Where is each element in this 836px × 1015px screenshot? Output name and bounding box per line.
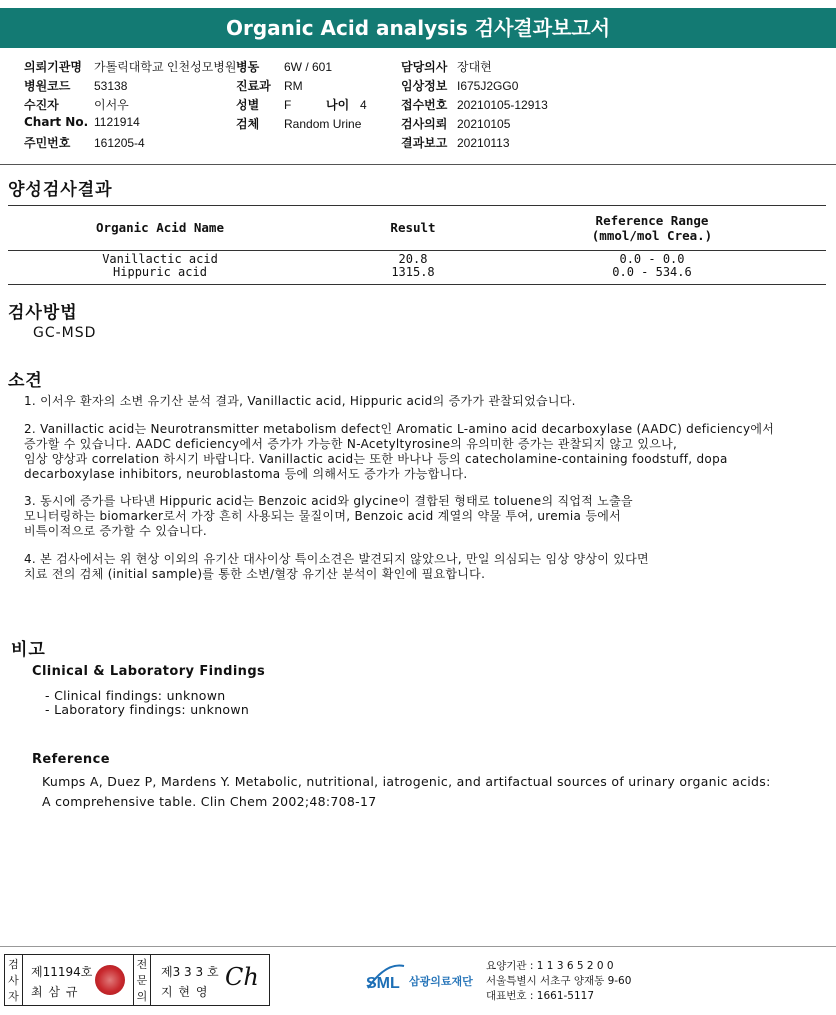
patient-value: 이서우	[94, 98, 129, 112]
department-field	[236, 77, 303, 94]
care-number: 요양기관 : 1 1 3 6 5 2 0 0	[486, 960, 614, 972]
table-top-rule	[8, 205, 826, 206]
ward-label: 병동	[236, 60, 260, 74]
row-range: 0.0 - 534.6	[612, 265, 692, 279]
row-name: Hippuric acid	[113, 265, 207, 279]
doctor-label: 담당의사	[401, 60, 448, 74]
finding-item: - Laboratory findings: unknown	[45, 702, 250, 717]
chart-field	[24, 115, 140, 129]
org-phone: 대표번호 : 1661-5117	[486, 990, 595, 1002]
patient-info	[0, 55, 836, 165]
method-value: GC-MSD	[33, 325, 97, 341]
org-name: 삼광의료재단	[409, 975, 473, 988]
opinion-item: 3. 동시에 증가를 나타낸 Hippuric acid는 Benzoic acid와 glycine이 결합된 형태로 toluene의 직업적 노출을 모니터링하는 biomarker로서 가장 흔히 사용되는 물질이며, Benzoic acid 계열의 약물 투여, uremia 등에서 비특이적으로 증가할 수 있습니다.	[24, 494, 633, 538]
approver-name: 지 현 영	[161, 985, 209, 999]
resident-field	[24, 134, 145, 151]
sex-value: F	[284, 98, 292, 112]
opinion-item: 2. Vanillactic acid는 Neurotransmitter metabolism defect인 Aromatic L-amino acid decarboxylase (AADC) deficiency에서 증가할 수 있습니다. AADC deficiency에서 증가가 가능한 N-Acetyltyrosine의 유의미한 증가는 관찰되지 않고 있으나, 임상 양상과 correlation 하시기 바랍니다. Vanillactic acid는 또한 바나나 등의 catecholamine-containing foodstuff, dopa decarboxylase inhibitors, neuroblastoma 등에 의해서도 증가가 가능합니다.	[24, 422, 775, 481]
doctor-value: 장대현	[457, 60, 492, 74]
row-range: 0.0 - 0.0	[619, 252, 685, 266]
resident-value: 161205-4	[94, 136, 145, 150]
patient-label: 수진자	[24, 98, 59, 112]
clinical-value: I675J2GG0	[457, 79, 519, 93]
opinion-item: 1. 이서우 환자의 소변 유기산 분석 결과, Vanillactic acid, Hippuric acid의 증가가 관찰되었습니다.	[24, 394, 576, 408]
specimen-label: 검체	[236, 117, 260, 131]
ward-field	[236, 58, 332, 75]
ward-value: 6W / 601	[284, 60, 333, 74]
approver-signature: Ch	[225, 963, 259, 991]
report-footer	[0, 946, 836, 1015]
clinical-field	[401, 77, 518, 94]
logo-text: SML	[366, 975, 400, 992]
result-report-value: 20210113	[457, 136, 510, 150]
doctor-field	[401, 58, 492, 75]
accession-value: 20210105-12913	[457, 98, 548, 112]
resident-label: 주민번호	[24, 136, 71, 150]
positive-results-title: 양성검사결과	[8, 180, 113, 200]
sex-label: 성별	[236, 98, 260, 112]
opinion-item: 4. 본 검사에서는 위 현상 이외의 유기산 대사이상 특이소견은 발견되지 않았으나, 만일 의심되는 임상 양상이 있다면 치료 전의 검체 (initial sample)를 통한 소변/혈장 유기산 분석이 확인에 필요합니다.	[24, 552, 649, 581]
hospital-code-value: 53138	[94, 79, 128, 93]
specimen-field	[236, 115, 361, 132]
institution-label: 의뢰기관명	[24, 60, 82, 74]
approver-tag: 전문의	[133, 955, 151, 1005]
approver-number: 제3 3 3 호	[161, 965, 219, 979]
result-report-field	[401, 134, 510, 151]
examiner-seal-icon	[95, 965, 125, 995]
reference-line-2: A comprehensive table. Clin Chem 2002;48:708-17	[42, 794, 377, 809]
row-name: Vanillactic acid	[102, 252, 218, 266]
findings-title: Clinical & Laboratory Findings	[32, 664, 266, 679]
reference-title: Reference	[32, 752, 110, 767]
method-title: 검사방법	[8, 303, 78, 323]
sex-field	[236, 96, 367, 113]
reference-line-1: Kumps A, Duez P, Mardens Y. Metabolic, nutritional, iatrogenic, and artifactual sources of urinary organic acids:	[42, 774, 771, 789]
specimen-value: Random Urine	[284, 117, 362, 131]
hospital-code-field	[24, 77, 127, 94]
signature-box	[4, 954, 270, 1006]
col-header-result: Result	[390, 220, 436, 235]
table-bottom-rule	[8, 284, 826, 285]
row-result: 1315.8	[391, 265, 435, 279]
chart-value: 1121914	[94, 115, 140, 129]
accession-field	[401, 96, 548, 113]
report-title: Organic Acid analysis 검사결과보고서	[0, 8, 836, 48]
department-value: RM	[284, 79, 303, 93]
institution-value: 가톨릭대학교 인천성모병원	[94, 60, 237, 74]
opinion-title: 소견	[8, 371, 43, 391]
request-field	[401, 115, 510, 132]
request-label: 검사의뢰	[401, 117, 448, 131]
hospital-code-label: 병원코드	[24, 79, 71, 93]
patient-field	[24, 96, 129, 113]
department-label: 진료과	[236, 79, 271, 93]
age-value: 4	[360, 98, 367, 112]
chart-label: Chart No.	[24, 115, 89, 129]
col-header-name: Organic Acid Name	[96, 220, 224, 235]
request-value: 20210105	[457, 117, 511, 131]
institution-field	[24, 58, 236, 75]
org-address: 서울특별시 서초구 양재동 9-60	[486, 975, 632, 987]
col-header-reference-2: (mmol/mol Crea.)	[591, 228, 713, 243]
col-header-reference-1: Reference Range	[595, 213, 709, 228]
finding-item: - Clinical findings: unknown	[45, 688, 226, 703]
remarks-title: 비고	[11, 640, 46, 660]
examiner-tag: 검사자	[5, 955, 23, 1005]
examiner-name: 최 삼 규	[31, 985, 79, 999]
footer-rule	[0, 946, 836, 947]
row-result: 20.8	[398, 252, 428, 266]
clinical-label: 임상정보	[401, 79, 448, 93]
sml-logo-icon	[364, 960, 408, 994]
table-header-rule	[8, 250, 826, 251]
age-label: 나이	[326, 98, 350, 112]
result-report-label: 결과보고	[401, 136, 448, 150]
accession-label: 접수번호	[401, 98, 448, 112]
examiner-number: 제11194호	[31, 965, 93, 979]
